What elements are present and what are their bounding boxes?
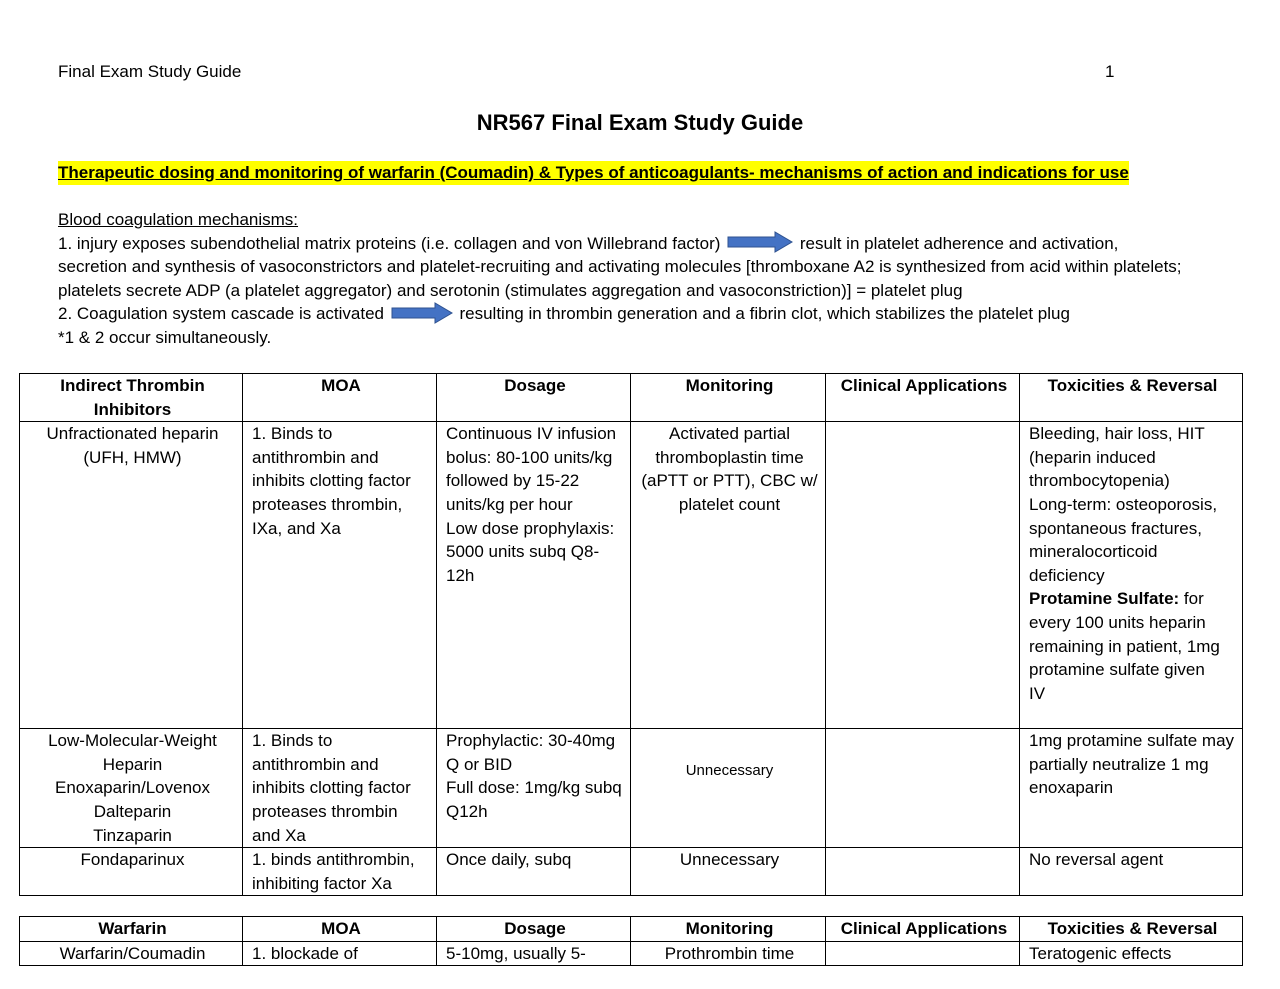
toxicity-cell: 1mg protamine sulfate may partially neutralize 1 mg enoxaparin	[1020, 729, 1243, 848]
dosage-line: Low dose prophylaxis: 5000 units subq Q8- 12h	[446, 518, 615, 585]
monitoring-cell: Activated partial thromboplastin time (aPTT or PTT), CBC w/ platelet count	[631, 422, 826, 729]
table-row	[20, 422, 1243, 729]
drug-line: Dalteparin	[93, 801, 172, 821]
column-header: Clinical Applications	[826, 374, 1020, 422]
dosage-line: Continuous IV infusion bolus: 80-100 units/kg followed by 15-22 units/kg per hour	[446, 424, 617, 514]
drug-line: Tinzaparin	[93, 825, 172, 845]
clinical-cell	[826, 422, 1020, 729]
toxicity-cell: Teratogenic effects	[1020, 941, 1243, 966]
column-header: Clinical Applications	[826, 917, 1020, 942]
column-header: Indirect Thrombin Inhibitors	[20, 374, 243, 422]
column-header: Monitoring	[631, 917, 826, 942]
monitoring-cell: Unnecessary	[631, 848, 826, 896]
clinical-cell	[826, 941, 1020, 966]
monitoring-cell: Unnecessary	[631, 729, 826, 848]
drug-line: Enoxaparin/Lovenox	[54, 778, 210, 798]
toxicity-line: Long-term: osteoporosis, spontaneous fractures, mineralocorticoid deficiency	[1029, 494, 1218, 585]
dosage-line: Full dose: 1mg/kg subq Q12h	[446, 778, 622, 821]
column-header: Dosage	[437, 374, 631, 422]
running-header-title: Final Exam Study Guide	[58, 62, 242, 81]
section-heading: Therapeutic dosing and monitoring of warfarin (Coumadin) & Types of anticoagulants- mechanisms of action and indications for use	[58, 161, 1129, 185]
monitoring-cell: Prothrombin time	[631, 941, 826, 966]
dosage-cell	[437, 729, 631, 848]
column-header: MOA	[243, 917, 437, 942]
dosage-cell: 5-10mg, usually 5-	[437, 941, 631, 966]
toxicity-cell	[1020, 422, 1243, 729]
dosage-cell	[437, 422, 631, 729]
reversal-agent-text: for every 100 units heparin remaining in patient, 1mg protamine sulfate given	[1029, 589, 1220, 680]
drug-cell: Fondaparinux	[20, 848, 243, 896]
dosage-cell: Once daily, subq	[437, 848, 631, 896]
moa-cell: 1. blockade of	[243, 941, 437, 966]
moa-cell: 1. binds antithrombin, inhibiting factor Xa	[243, 848, 437, 896]
toxicity-line	[1029, 587, 1236, 681]
mechanism-1-text: 1. injury exposes subendothelial matrix proteins (i.e. collagen and von Willebrand factor)	[58, 233, 721, 253]
mechanism-1-detail: activation, secretion and synthesis of vasoconstrictors and platelet-recruiting and activating molecules [thromboxane A2 is synthesized from acid within platelets; platelets secrete ADP (a platelet aggregator) and serotonin (stimulates aggregation and vasoconstriction)] = platelet plug	[58, 233, 1182, 300]
mechanism-1-result: result in platelet adherence and	[799, 233, 1038, 253]
column-header: Monitoring	[631, 374, 826, 422]
table-header-row	[20, 374, 1243, 422]
clinical-cell	[826, 729, 1020, 848]
clinical-cell	[826, 848, 1020, 896]
warfarin-table	[19, 916, 1243, 966]
toxicity-cell: No reversal agent	[1020, 848, 1243, 896]
toxicity-line: Bleeding, hair loss, HIT (heparin induced thrombocytopenia)	[1029, 424, 1205, 491]
mechanisms-heading: Blood coagulation mechanisms:	[58, 210, 299, 229]
drug-cell	[20, 729, 243, 848]
table-header-row	[20, 917, 1243, 942]
column-header: Toxicities & Reversal	[1020, 374, 1243, 422]
column-header: Warfarin	[20, 917, 243, 942]
page-number: 1	[1105, 62, 1115, 81]
indirect-thrombin-inhibitors-table	[19, 373, 1243, 896]
column-header: Toxicities & Reversal	[1020, 917, 1243, 942]
right-arrow-icon	[391, 302, 453, 324]
drug-cell: Warfarin/Coumadin	[20, 941, 243, 966]
toxicity-line: IV	[1029, 683, 1046, 703]
column-header: MOA	[243, 374, 437, 422]
moa-cell: 1. Binds to antithrombin and inhibits clotting factor proteases thrombin, IXa, and Xa	[243, 422, 437, 729]
moa-cell: 1. Binds to antithrombin and inhibits clotting factor proteases thrombin and Xa	[243, 729, 437, 848]
column-header: Dosage	[437, 917, 631, 942]
document-title: NR567 Final Exam Study Guide	[476, 110, 804, 135]
simultaneous-note: *1 & 2 occur simultaneously.	[58, 327, 272, 347]
coagulation-mechanisms	[58, 208, 1188, 350]
mechanism-2-text: 2. Coagulation system cascade is activated	[58, 304, 385, 324]
table-row	[20, 941, 1243, 966]
drug-cell: Unfractionated heparin (UFH, HMW)	[20, 422, 243, 729]
reversal-agent-label: Protamine Sulfate:	[1029, 589, 1180, 609]
mechanism-2-result: resulting in thrombin generation and a fibrin clot, which stabilizes the platelet plug	[459, 304, 1070, 324]
dosage-line: Prophylactic: 30-40mg Q or BID	[446, 731, 616, 774]
table-row	[20, 729, 1243, 848]
table-row	[20, 848, 1243, 896]
right-arrow-icon	[727, 231, 793, 253]
drug-line: Low-Molecular-Weight Heparin	[48, 731, 217, 774]
